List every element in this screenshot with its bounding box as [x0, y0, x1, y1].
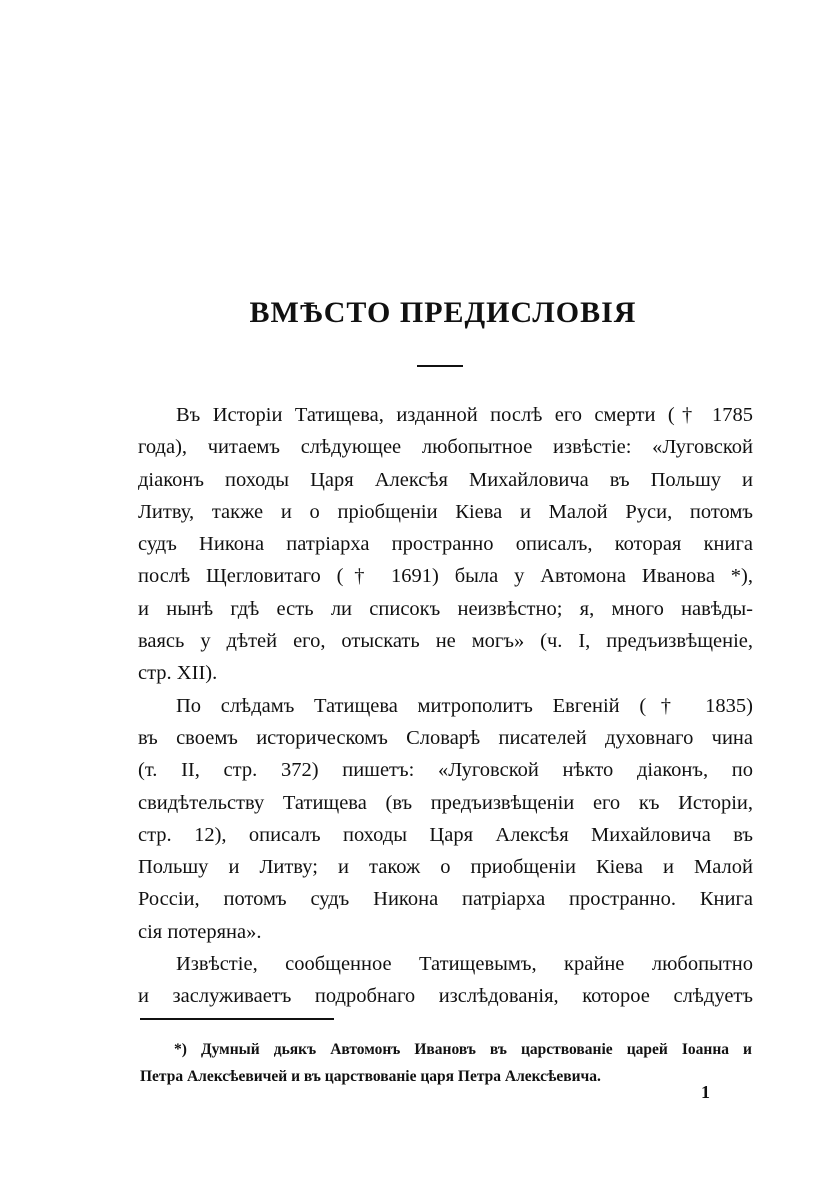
title-rule: [417, 365, 463, 367]
text-line: (т. II, стр. 372) пишетъ: «Луговской нѣкто діаконъ, по: [138, 759, 753, 782]
text-line: судъ Никона патріарха пространно описалъ, которая книга: [138, 533, 753, 556]
text-line: послѣ Щегловитаго († 1691) была у Автомона Иванова *),: [138, 565, 753, 588]
body-text: [138, 399, 753, 1013]
text-line: свидѣтельству Татищева (въ предъизвѣщеніи его къ Исторіи,: [138, 791, 753, 814]
text-line: Литву, также и о пріобщеніи Кіева и Малой Руси, потомъ: [138, 500, 753, 523]
text-line: Въ Исторіи Татищева, изданной послѣ его смерти († 1785: [176, 404, 753, 426]
text-line: въ своемъ историческомъ Словарѣ писателей духовнаго чина: [138, 726, 753, 749]
text-line: и нынѣ гдѣ есть ли списокъ неизвѣстно; я, много навѣды-: [138, 597, 753, 620]
page-number: 1: [701, 1082, 710, 1102]
text-line: Россіи, потомъ судъ Никона патріарха пространно. Книга: [138, 888, 753, 911]
text-line: ваясь у дѣтей его, отыскать не могъ» (ч. I, предъизвѣщеніе,: [138, 630, 753, 653]
text-line: діаконъ походы Царя Алексѣя Михайловича въ Польшу и: [138, 468, 753, 491]
text-line: года), читаемъ слѣдующее любопытное извѣстіе: «Луговской: [138, 436, 753, 459]
footnote-line: *) Думный дьякъ Автомонъ Ивановъ въ царствованіе царей Іоанна и: [174, 1041, 752, 1058]
footnote-line: Петра Алексѣевичей и въ царствованіе царя Петра Алексѣевича.: [140, 1068, 601, 1085]
text-line: стр. 12), описалъ походы Царя Алексѣя Михайловича въ: [138, 823, 753, 846]
footnote: [140, 1036, 752, 1090]
text-line: Польшу и Литву; и також о приобщеніи Кіева и Малой: [138, 856, 753, 879]
text-line: и заслуживаетъ подробнаго изслѣдованія, которое слѣдуетъ: [138, 985, 753, 1008]
text-line: стр. XII).: [138, 662, 218, 685]
text-line: По слѣдамъ Татищева митрополитъ Евгеній († 1835): [176, 694, 753, 717]
text-line: Извѣстіе, сообщенное Татищевымъ, крайне любопытно: [176, 953, 753, 976]
text-line: сія потеряна».: [138, 920, 262, 943]
page-title: ВМѢСТО ПРЕДИСЛОВІЯ: [249, 296, 637, 329]
footnote-rule: [140, 1018, 334, 1020]
